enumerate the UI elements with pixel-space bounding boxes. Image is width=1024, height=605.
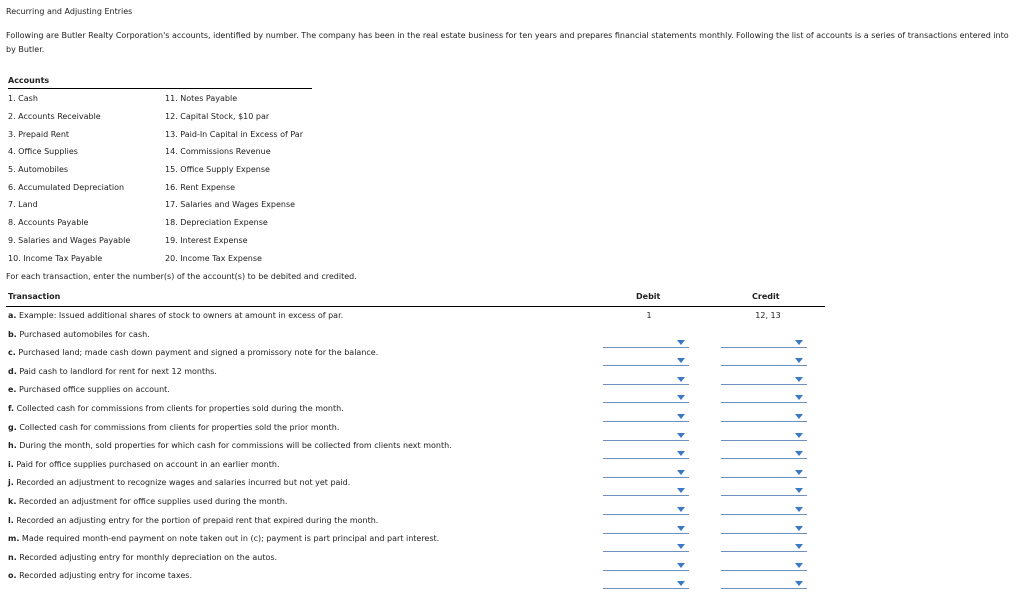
chevron-down-icon[interactable] xyxy=(677,377,685,382)
transaction-letter: g. xyxy=(8,422,17,432)
table-row xyxy=(8,404,828,423)
transaction-description: Purchased automobiles for cash. xyxy=(19,329,150,339)
account-item: 5. Automobiles xyxy=(8,165,69,175)
table-row xyxy=(8,330,828,349)
account-row xyxy=(8,143,328,161)
transaction-description: Collected cash for commissions from clients for properties sold during the month. xyxy=(16,403,344,413)
chevron-down-icon[interactable] xyxy=(677,451,685,456)
debit-dropdown[interactable] xyxy=(603,523,689,534)
transaction-text xyxy=(8,404,344,414)
transaction-description: Made required month-end payment on note taken out in (c); payment is part principal and part interest. xyxy=(21,534,440,544)
chevron-down-icon[interactable] xyxy=(795,544,803,549)
accounts-list xyxy=(8,90,328,267)
table-row-example xyxy=(8,311,828,330)
table-row xyxy=(8,553,828,572)
account-row xyxy=(8,196,328,214)
transaction-description: Paid cash to landlord for rent for next 12 months. xyxy=(19,366,217,376)
credit-dropdown[interactable] xyxy=(721,411,807,422)
transaction-letter: n. xyxy=(8,552,17,562)
transaction-description: Recorded adjusting entry for monthly depreciation on the autos. xyxy=(19,552,278,562)
transaction-table xyxy=(8,311,828,590)
transaction-description: Recorded an adjustment to recognize wages and salaries incurred but not yet paid. xyxy=(16,478,351,488)
transaction-letter: j. xyxy=(8,478,14,488)
account-item: 6. Accumulated Depreciation xyxy=(8,182,125,192)
table-row xyxy=(8,497,828,516)
table-row xyxy=(8,348,828,367)
transaction-text xyxy=(8,330,150,340)
account-item: 9. Salaries and Wages Payable xyxy=(8,235,131,245)
transaction-text xyxy=(8,441,452,451)
chevron-down-icon[interactable] xyxy=(795,451,803,456)
account-item: 13. Paid-In Capital in Excess of Par xyxy=(165,129,303,139)
chevron-down-icon[interactable] xyxy=(795,526,803,531)
account-item: 15. Office Supply Expense xyxy=(165,165,270,175)
chevron-down-icon[interactable] xyxy=(677,563,685,568)
chevron-down-icon[interactable] xyxy=(677,488,685,493)
transaction-letter: m. xyxy=(8,534,20,544)
chevron-down-icon[interactable] xyxy=(795,507,803,512)
chevron-down-icon[interactable] xyxy=(677,340,685,345)
debit-column-header: Debit xyxy=(636,292,661,301)
debit-dropdown[interactable] xyxy=(603,504,689,515)
account-item: 16. Rent Expense xyxy=(165,182,236,192)
chevron-down-icon[interactable] xyxy=(677,395,685,400)
transaction-letter: k. xyxy=(8,496,17,506)
table-header-rule xyxy=(6,306,825,307)
debit-dropdown[interactable] xyxy=(603,337,689,348)
debit-dropdown[interactable] xyxy=(603,560,689,571)
debit-dropdown[interactable] xyxy=(603,374,689,385)
debit-dropdown[interactable] xyxy=(603,411,689,422)
credit-dropdown[interactable] xyxy=(721,523,807,534)
intro-paragraph: Following are Butler Realty Corporation's accounts, identified by number. The company has been in the real estate business for ten years and prepares financial statements monthly. Following the list of accounts is a series of transactions entered into by Butler. xyxy=(6,31,1009,54)
account-item: 18. Depreciation Expense xyxy=(165,218,268,228)
example-description: Example: Issued additional shares of stock to owners at amount in excess of par. xyxy=(18,311,344,320)
transaction-description: Purchased office supplies on account. xyxy=(19,385,170,395)
chevron-down-icon[interactable] xyxy=(795,470,803,475)
credit-dropdown[interactable] xyxy=(721,541,807,552)
transaction-column-header: Transaction xyxy=(8,292,61,301)
credit-dropdown[interactable] xyxy=(721,467,807,478)
chevron-down-icon[interactable] xyxy=(677,526,685,531)
table-row xyxy=(8,385,828,404)
transaction-description: Recorded an adjusting entry for the portion of prepaid rent that expired during the month. xyxy=(16,515,379,525)
account-item: 2. Accounts Receivable xyxy=(8,112,101,122)
transaction-text xyxy=(8,460,279,470)
table-row xyxy=(8,367,828,386)
table-row xyxy=(8,441,828,460)
transaction-text xyxy=(8,478,350,488)
debit-dropdown[interactable] xyxy=(603,355,689,366)
chevron-down-icon[interactable] xyxy=(795,563,803,568)
example-debit-value: 1 xyxy=(646,311,652,320)
transaction-text xyxy=(8,367,217,377)
chevron-down-icon[interactable] xyxy=(677,433,685,438)
account-row xyxy=(8,249,328,267)
account-item: 20. Income Tax Expense xyxy=(165,253,262,263)
transaction-description: Recorded an adjustment for office supplies used during the month. xyxy=(18,496,288,506)
account-item: 12. Capital Stock, $10 par xyxy=(165,112,270,122)
account-item: 7. Land xyxy=(8,200,38,210)
chevron-down-icon[interactable] xyxy=(795,340,803,345)
debit-dropdown[interactable] xyxy=(603,448,689,459)
chevron-down-icon[interactable] xyxy=(795,433,803,438)
account-item: 1. Cash xyxy=(8,94,38,104)
credit-column-header: Credit xyxy=(752,292,780,301)
instruction-text: For each transaction, enter the number(s) of the account(s) to be debited and credited. xyxy=(6,272,357,281)
account-item: 10. Income Tax Payable xyxy=(8,253,103,263)
chevron-down-icon[interactable] xyxy=(795,377,803,382)
account-row xyxy=(8,232,328,250)
credit-dropdown[interactable] xyxy=(721,560,807,571)
account-item: 17. Salaries and Wages Expense xyxy=(165,200,296,210)
credit-dropdown[interactable] xyxy=(721,430,807,441)
table-row xyxy=(8,534,828,553)
account-row xyxy=(8,108,328,126)
chevron-down-icon[interactable] xyxy=(677,358,685,363)
account-row xyxy=(8,178,328,196)
transaction-text xyxy=(8,516,378,526)
account-item: 19. Interest Expense xyxy=(165,235,248,245)
transaction-description: Collected cash for commissions from clients for properties sold the prior month. xyxy=(19,422,340,432)
chevron-down-icon[interactable] xyxy=(677,470,685,475)
table-row xyxy=(8,571,828,590)
transaction-letter: f. xyxy=(8,403,15,413)
credit-dropdown[interactable] xyxy=(721,337,807,348)
credit-dropdown[interactable] xyxy=(721,448,807,459)
debit-dropdown[interactable] xyxy=(603,541,689,552)
debit-dropdown[interactable] xyxy=(603,430,689,441)
debit-dropdown[interactable] xyxy=(603,467,689,478)
transaction-letter: b. xyxy=(8,329,17,339)
credit-dropdown[interactable] xyxy=(721,578,807,589)
account-row xyxy=(8,90,328,108)
transaction-text xyxy=(8,423,339,433)
debit-dropdown[interactable] xyxy=(603,392,689,403)
transaction-description: Recorded adjusting entry for income taxes. xyxy=(19,571,193,581)
account-row xyxy=(8,125,328,143)
debit-dropdown[interactable] xyxy=(603,485,689,496)
transaction-letter: o. xyxy=(8,571,17,581)
account-item: 11. Notes Payable xyxy=(165,94,238,104)
transaction-text xyxy=(8,348,378,358)
transaction-text xyxy=(8,385,170,395)
transaction-text xyxy=(8,571,192,581)
transaction-letter: i. xyxy=(8,459,14,469)
chevron-down-icon[interactable] xyxy=(795,414,803,419)
chevron-down-icon[interactable] xyxy=(795,488,803,493)
chevron-down-icon[interactable] xyxy=(795,581,803,586)
table-row xyxy=(8,516,828,535)
chevron-down-icon[interactable] xyxy=(677,507,685,512)
credit-dropdown[interactable] xyxy=(721,485,807,496)
transaction-letter: h. xyxy=(8,441,17,451)
debit-dropdown[interactable] xyxy=(603,578,689,589)
account-item: 14. Commissions Revenue xyxy=(165,147,271,157)
credit-dropdown[interactable] xyxy=(721,374,807,385)
chevron-down-icon[interactable] xyxy=(677,414,685,419)
transaction-text xyxy=(8,497,287,507)
account-item: 4. Office Supplies xyxy=(8,147,78,157)
example-text xyxy=(8,311,343,321)
example-credit-value: 12, 13 xyxy=(755,311,781,320)
example-letter: a. xyxy=(8,311,17,320)
credit-dropdown[interactable] xyxy=(721,504,807,515)
account-row xyxy=(8,214,328,232)
transaction-letter: c. xyxy=(8,348,16,358)
account-row xyxy=(8,161,328,179)
transaction-description: Purchased land; made cash down payment and signed a promissory note for the balance. xyxy=(18,348,379,358)
table-row xyxy=(8,460,828,479)
chevron-down-icon[interactable] xyxy=(795,358,803,363)
transaction-letter: l. xyxy=(8,515,14,525)
accounts-header: Accounts xyxy=(8,76,312,89)
table-row xyxy=(8,478,828,497)
transaction-letter: e. xyxy=(8,385,17,395)
transaction-description: Paid for office supplies purchased on account in an earlier month. xyxy=(16,459,280,469)
page-title: Recurring and Adjusting Entries xyxy=(6,7,133,16)
credit-dropdown[interactable] xyxy=(721,355,807,366)
account-item: 3. Prepaid Rent xyxy=(8,129,70,139)
table-row xyxy=(8,423,828,442)
chevron-down-icon[interactable] xyxy=(677,581,685,586)
transaction-text xyxy=(8,553,277,563)
chevron-down-icon[interactable] xyxy=(677,544,685,549)
credit-dropdown[interactable] xyxy=(721,392,807,403)
account-item: 8. Accounts Payable xyxy=(8,218,89,228)
transaction-text xyxy=(8,534,439,544)
chevron-down-icon[interactable] xyxy=(795,395,803,400)
transaction-description: During the month, sold properties for which cash for commissions will be collected from clients next month. xyxy=(19,441,452,451)
transaction-letter: d. xyxy=(8,366,17,376)
